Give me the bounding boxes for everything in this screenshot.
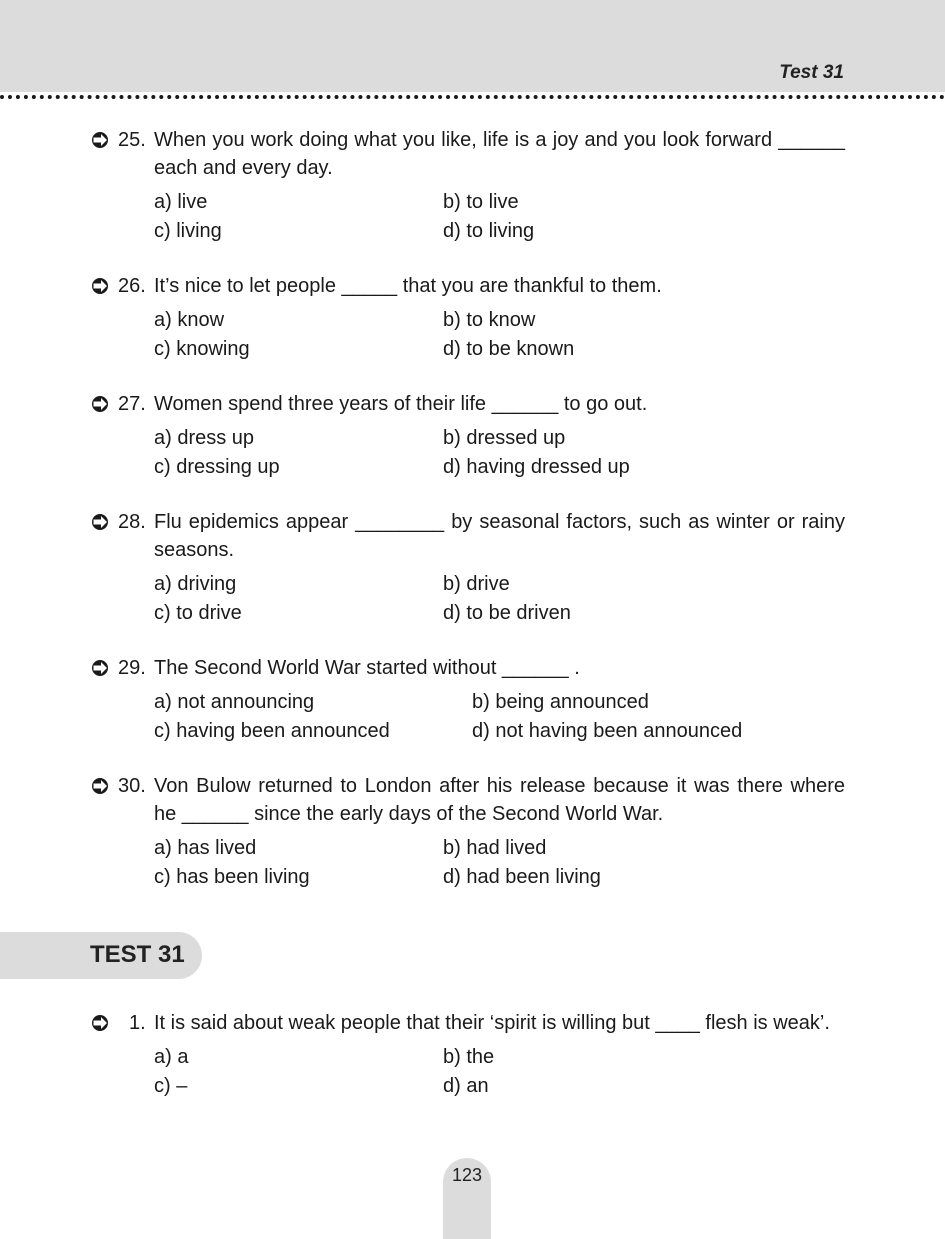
option-b[interactable]: b) had lived: [443, 837, 547, 859]
circle-arrow-icon: [90, 1014, 110, 1032]
option-a[interactable]: a) has lived: [154, 837, 257, 859]
question-29: [90, 654, 845, 745]
option-a[interactable]: a) dress up: [154, 427, 255, 449]
question-26: [90, 272, 845, 363]
question-text: When you work doing what you like, life is a joy and you look forward ______ each and every day.: [154, 129, 845, 179]
question-stem: [90, 508, 845, 564]
option-c[interactable]: c) –: [154, 1075, 188, 1097]
option-b[interactable]: b) to know: [443, 309, 536, 331]
question-25: [90, 126, 845, 245]
question-number: 27.: [118, 393, 146, 415]
option-d[interactable]: d) not having been announced: [472, 720, 743, 742]
option-a[interactable]: a) not announcing: [154, 691, 315, 713]
page-number-tab: [443, 1158, 491, 1239]
circle-arrow-icon: [90, 131, 110, 149]
option-b[interactable]: b) drive: [443, 573, 510, 595]
question-number: 30.: [118, 775, 146, 797]
dotted-divider: [0, 95, 945, 99]
answer-options: [154, 688, 845, 745]
answer-options: [154, 570, 845, 627]
option-d[interactable]: d) to be driven: [443, 602, 571, 624]
question-stem: [90, 126, 845, 182]
question-stem: [90, 390, 845, 418]
section-tab: [0, 932, 202, 979]
question-number: 1.: [129, 1012, 146, 1034]
question-28: [90, 508, 845, 627]
question-text: Women spend three years of their life ______ to go out.: [154, 393, 648, 415]
option-a[interactable]: a) driving: [154, 573, 237, 595]
option-a[interactable]: a) a: [154, 1046, 189, 1068]
option-d[interactable]: d) to living: [443, 220, 535, 242]
option-d[interactable]: d) to be known: [443, 338, 575, 360]
page-number: 123: [451, 1165, 483, 1185]
option-b[interactable]: b) to live: [443, 191, 519, 213]
question-stem: [90, 654, 845, 682]
circle-arrow-icon: [90, 277, 110, 295]
answer-options: [154, 834, 845, 891]
option-b[interactable]: b) the: [443, 1046, 495, 1068]
circle-arrow-icon: [90, 395, 110, 413]
question-text: Von Bulow returned to London after his release because it was there where he ______ since the early days of the Second World War.: [154, 775, 845, 825]
question-text: It is said about weak people that their ‘spirit is willing but ____ flesh is weak’.: [154, 1012, 830, 1034]
question-27: [90, 390, 845, 481]
circle-arrow-icon: [90, 513, 110, 531]
option-c[interactable]: c) to drive: [154, 602, 242, 624]
question-stem: [90, 272, 845, 300]
question-stem: [90, 1009, 845, 1037]
option-b[interactable]: b) dressed up: [443, 427, 566, 449]
option-d[interactable]: d) an: [443, 1075, 489, 1097]
answer-options: [154, 424, 845, 481]
option-c[interactable]: c) having been announced: [154, 720, 390, 742]
option-c[interactable]: c) has been living: [154, 866, 310, 888]
question-stem: [90, 772, 845, 828]
question-number: 29.: [118, 657, 146, 679]
option-a[interactable]: a) know: [154, 309, 225, 331]
question-30: [90, 772, 845, 891]
question-number: 28.: [118, 511, 146, 533]
section-title: TEST 31: [90, 941, 185, 968]
question-number: 25.: [118, 129, 146, 151]
question-text: Flu epidemics appear ________ by seasonal factors, such as winter or rainy seasons.: [154, 511, 845, 561]
question-text: The Second World War started without ______ .: [154, 657, 580, 679]
circle-arrow-icon: [90, 777, 110, 795]
question-text: It’s nice to let people _____ that you are thankful to them.: [154, 275, 662, 297]
answer-options: [154, 1043, 845, 1100]
answer-options: [154, 306, 845, 363]
option-c[interactable]: c) knowing: [154, 338, 250, 360]
running-header-title: Test 31: [779, 62, 844, 83]
option-c[interactable]: c) dressing up: [154, 456, 280, 478]
option-d[interactable]: d) had been living: [443, 866, 601, 888]
option-c[interactable]: c) living: [154, 220, 222, 242]
answer-options: [154, 188, 845, 245]
question-number: 26.: [118, 275, 146, 297]
circle-arrow-icon: [90, 659, 110, 677]
option-b[interactable]: b) being announced: [472, 691, 649, 713]
option-d[interactable]: d) having dressed up: [443, 456, 630, 478]
question-1: [90, 1009, 845, 1100]
option-a[interactable]: a) live: [154, 191, 208, 213]
